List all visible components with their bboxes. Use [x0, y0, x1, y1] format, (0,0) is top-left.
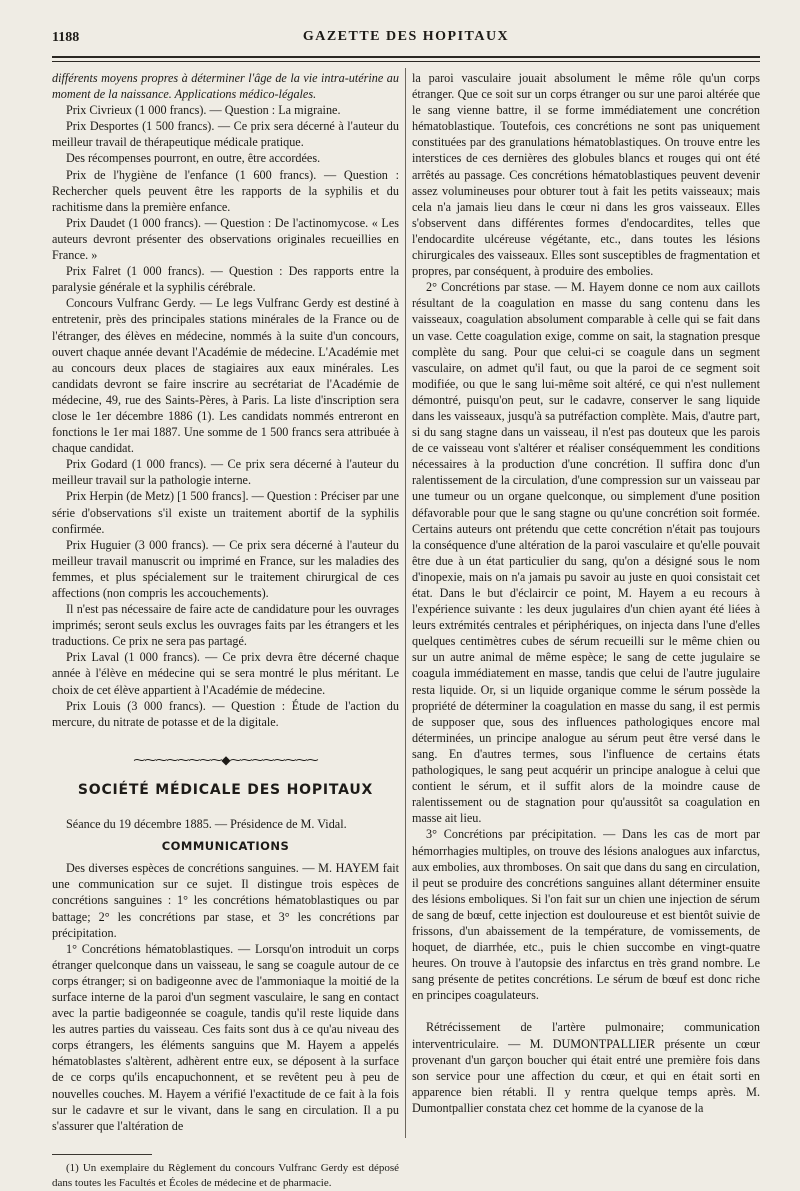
- footnote-rule: [52, 1154, 152, 1155]
- paragraph: Prix Civrieux (1 000 francs). — Question : La migraine.: [66, 103, 341, 118]
- paragraph: la paroi vasculaire jouait absolument le même rôle qu'un corps étranger. Que ce soit sur un corps étranger ou sur une paroi altérée que le sang vienne battre, il se forme immédiatement une concrétion hématoblastique. Toutefois, ces concrétions ne sont pas uniquement constituées par des granulations hématoblastiques. On trouve entre les interstices de ces dernières des globules blancs et rouges qui ont été arrêtés au passage. Ces concrétions hématoblastiques peuvent devenir assez volumineuses pour obturer tout à fait les petits vaisseaux; mais cela n'a jamais lieu dans le cœur ni dans les gros vaisseaux. Elles s'observent dans différentes formes d'endocardites, telles que l'endocardite ulcéreuse végétante, etc., dans toutes les lésions chirurgicales des vaisseaux. Elles sont susceptibles de fragmentation et propres, par conséquent, à produire des embolies.: [412, 71, 760, 279]
- journal-title: GAZETTE DES HOPITAUX: [302, 29, 510, 44]
- page-header: [52, 26, 760, 52]
- paragraph: Prix Falret (1 000 francs). — Question : Des rapports entre la paralysie générale et la syphilis cérébrale.: [52, 264, 399, 295]
- paragraph: 3° Concrétions par précipitation. — Dans les cas de mort par hémorrhagies multiples, on trouve des lésions analogues aux infarctus, aux embolies, aux thromboses. On sait que dans du sang en circulation, il peut se produire des concrétions sanguines allant déterminer ensuite des lésions emboliques. Si l'on fait sur un chien une injection de sérum de sang de bœuf, cette injection est douloureuse et est bientôt suivie de frissons, d'un abaissement de la température, de vomissements, de hoquet, de diarrhée, etc., puis le chien succombe en vingt-quatre heures. On trouve à l'autopsie des infarctus en très grand nombre. Le sang présente de petites concrétions. Le sérum de bœuf est donc riche en principes coagulateurs.: [412, 827, 760, 1003]
- right-column: [412, 70, 760, 1116]
- paragraph: Il n'est pas nécessaire de faire acte de candidature pour les ouvrages imprimés; seront seuls exclus les ouvrages faits par les étrangers et les traductions. Ce prix ne sera pas partagé.: [52, 602, 399, 649]
- left-column: [52, 70, 399, 1191]
- header-rule: [52, 56, 760, 58]
- paragraph: Prix Daudet (1 000 francs). — Question : De l'actinomycose. « Les auteurs devront présenter des observations originales recueillies en France. »: [52, 215, 399, 263]
- section-ornament: ⁓⁓⁓⁓⁓⁓⁓⁓◆⁓⁓⁓⁓⁓⁓⁓⁓: [133, 752, 318, 767]
- paragraph: Prix Desportes (1 500 francs). — Ce prix sera décerné à l'auteur du meilleur travail de thérapeutique médicale pratique.: [52, 119, 399, 150]
- paragraph: Des diverses espèces de concrétions sanguines. — M. HAYEM fait une communication sur ce sujet. Il distingue trois espèces de concrétions sanguines : 1° les concrétions hématoblastiques ou par battage; 2° les concrétions par stase, et 3° les concrétions par précipitation.: [52, 861, 399, 940]
- spacer: [412, 1003, 760, 1019]
- paragraph: Rétrécissement de l'artère pulmonaire; communication interventriculaire. — M. DUMONTPALLIER présente un cœur provenant d'un garçon boucher qui était entré une première fois dans son service pour une affection du cœur, et qui en était sorti en apparence bien rétabli. Il y rentra quelque temps après. M. Dumontpallier constata chez cet homme de la cyanose de la: [412, 1020, 760, 1115]
- paragraph: Prix Herpin (de Metz) [1 500 francs]. — Question : Préciser par une série d'observations s'il existe un traitement abortif de la syphilis confirmée.: [52, 489, 399, 536]
- paragraph: Prix Godard (1 000 francs). — Ce prix sera décerné à l'auteur du meilleur travail sur la pathologie interne.: [52, 457, 399, 488]
- section-title: SOCIÉTÉ MÉDICALE DES HOPITAUX: [77, 781, 374, 798]
- paragraph: Prix Huguier (3 000 francs). — Ce prix sera décerné à l'auteur du meilleur travail manuscrit ou imprimé en France, sur les maladies des femmes, et plus spécialement sur le traitement chirurgical de ces affections (non compris les accouchements).: [52, 537, 399, 600]
- paragraph: Prix de l'hygiène de l'enfance (1 600 francs). — Question : Rechercher quels peuvent être les rapports de la syphilis et du rachitisme dans la première enfance.: [52, 167, 399, 214]
- paragraph: 1° Concrétions hématoblastiques. — Lorsqu'on introduit un corps étranger quelconque dans un vaisseau, le sang se coagule autour de ce corps étranger; si on badigeonne avec de l'ammoniaque la moitié de la surface interne de la paroi d'un segment vasculaire, le sang en contact avec la partie badigeonnée se coagule, tandis qu'il reste liquide dans les autres parties du vaisseau. Ces faits sont dus à ce qu'au niveau des corps étrangers, les éléments sanguins que M. Hayem a appelés hématoblastes s'altèrent, adhèrent entre eux, se déposent à la surface de ce corps qu'ils encapuchonnent, et se revêtent peu à peu de nouvelles couches. M. Hayem a vérifié l'exactitude de ce fait à la fois sur le cadavre et sur le vivant, dans le sang en circulation. Il a pu s'assurer que l'altération de: [52, 941, 399, 1133]
- paragraph: Prix Louis (3 000 francs). — Question : Étude de l'action du mercure, du nitrate de potasse et de la digitale.: [52, 698, 399, 729]
- paragraph: Prix Laval (1 000 francs). — Ce prix devra être décerné chaque année à l'élève en médecine qui se sera montré le plus méritant. Le choix de cet élève appartient à l'Académie de médecine.: [52, 650, 399, 697]
- seance-line: Séance du 19 décembre 1885. — Présidence de M. Vidal.: [66, 817, 347, 832]
- paragraph: différents moyens propres à déterminer l'âge de la vie intra-utérine au moment de la naissance. Applications médico-légales.: [52, 71, 399, 102]
- subsection-title: COMMUNICATIONS: [161, 839, 290, 854]
- column-divider: [405, 68, 406, 1138]
- paragraph: 2° Concrétions par stase. — M. Hayem donne ce nom aux caillots résultant de la coagulation en masse du sang contenu dans les vaisseaux, coagulation absolument comparable à celle qui se fait dans un vase. Cette coagulation exige, comme on sait, la stagnation presque complète du sang. Pour que celui-ci se coagule dans un segment vasculaire, on admet qu'il faut, ou que la paroi de ce segment soit modifiée, ou que le sang lui-même soit altéré, ce qui n'est nullement démontré, puisqu'on peut, sur le cadavre, conserver le sang liquide dans les vaisseaux, jusqu'à sa putréfaction complète. Mais, d'autre part, si du sang stagne dans un vaisseau, il n'est pas douteux que les parois de ce vaisseau vont s'altérer et réaliser conséquemment les conditions nécessaires à la production d'une concrétion. Il suffira donc d'un ralentissement de la circulation, d'une compression sur un vaisseau par une tumeur ou un organe quelconque, ou simplement d'une position défavorable pour que le sang stagne ou qu'une concrétion soit formée. Certains auteurs ont prétendu que cette concrétion n'était pas toujours la conséquence d'une altération de la paroi vasculaire et qu'elle pouvait être due à un état particulier du sang, qu'on a désigné sous le nom d'inopexie, mais on n'a jamais pu savoir au juste en quoi consistait cet état. Dans le but d'éclaircir ce point, M. Hayem a eu recours à l'expérience suivante : les deux jugulaires d'un chien ayant été liées à leurs extrémités centrales et périphériques, on injecta dans l'une d'elles quelques centimètres cubes de sérum recueilli sur le même chien ou sur un autre animal de même espèce; le sang de cette jugulaire se coagula immédiatement en masse, tandis que celui de l'autre jugulaire resta liquide. Or, si un liquide organique comme le sérum possède la propriété de déterminer la coagulation en masse du sang, il est permis de supposer que, sous des influences pathologiques encore mal déterminées, un principe analogue au sérum peut être versé dans le sang. En d'autres termes, sous l'influence de certains états pathologiques, le sang peut acquérir un principe analogue à celui que contient le sérum, et il suffit alors de la moindre cause de ralentissement ou de stagnation pour qu'aussitôt sa coagulation en masse ait lieu.: [412, 280, 760, 826]
- paragraph: Concours Vulfranc Gerdy. — Le legs Vulfranc Gerdy est destiné à entretenir, près des principales stations minérales de la France ou de l'étranger, des élèves en médecine, nommés à la suite d'un concours, ouvert chaque année devant l'Académie de médecine. L'Académie met au concours deux places de stagiaires aux eaux minérales. Les candidats devront se faire inscrire au secrétariat de l'Académie de médecine, 49, rue des Saints-Pères, à Paris. La liste d'inscription sera close le 1er décembre 1886 (1). Les candidats nommés entreront en fonctions le 1er mai 1887. Une somme de 1 500 francs sera attribuée à chaque candidat.: [52, 296, 399, 456]
- paragraph: Des récompenses pourront, en outre, être accordées.: [66, 151, 321, 166]
- page-number: 1188: [52, 30, 80, 45]
- footnote: (1) Un exemplaire du Règlement du concours Vulfranc Gerdy est déposé dans toutes les Facultés et Écoles de médecine et de pharmacie.: [52, 1161, 399, 1189]
- header-rule-thin: [52, 61, 760, 62]
